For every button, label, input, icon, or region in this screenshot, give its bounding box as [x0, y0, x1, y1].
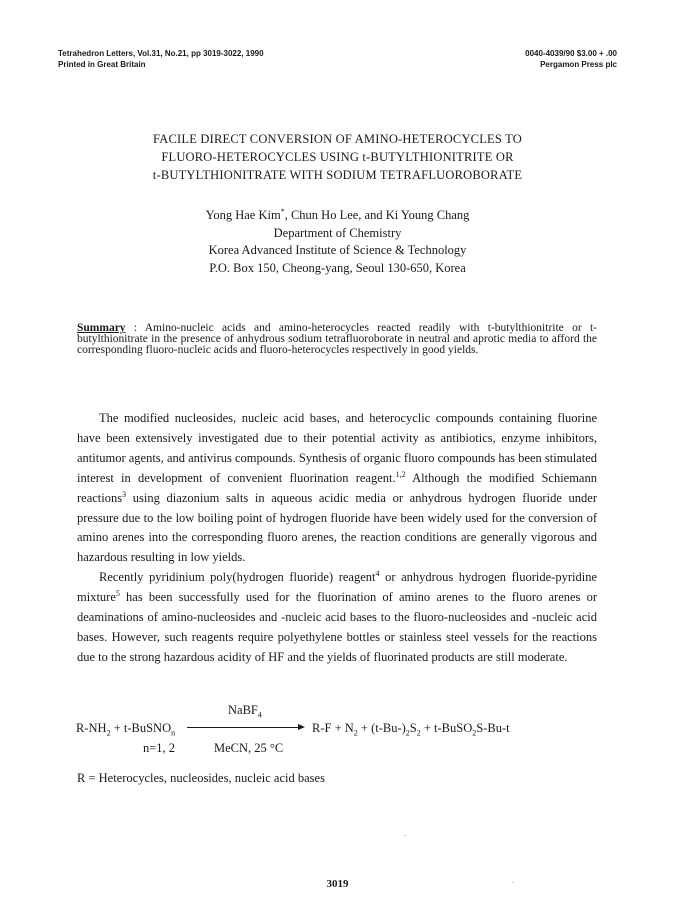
- sub: 2: [106, 728, 111, 738]
- reagent-text: NaBF: [228, 703, 258, 717]
- r-definition: R = Heterocycles, nucleosides, nucleic acid bases: [77, 771, 325, 785]
- journal-line: Tetrahedron Letters, Vol.31, No.21, pp 3019-3022, 1990: [58, 49, 264, 58]
- author-first: Yong Hae Kim: [205, 208, 281, 222]
- sub: 2: [472, 728, 477, 738]
- publisher-line: Pergamon Press plc: [540, 60, 617, 69]
- p2-text-c: has been successfully used for the fluorination of amino arenes to the fluoro arenes or deaminations of amino-nucleosides and -nucleic acid bases to the fluoro-nucleosides and -nucleic acid bases. However, such reagents require polyethylene bottles or stainless steel vessels for the reactions due to the strong hazardous acidity of HF and the yields of fluorinated products are still moderate.: [77, 589, 597, 664]
- title-line-2: FLUORO-HETEROCYCLES USING t-BUTYLTHIONITRITE OR: [161, 150, 514, 164]
- institute: Korea Advanced Institute of Science & Technology: [208, 243, 467, 257]
- sub: n: [171, 728, 176, 738]
- title-line-3: t-BUTYLTHIONITRATE WITH SODIUM TETRAFLUOROBORATE: [152, 168, 523, 182]
- p1-text-c: using diazonium salts in aqueous acidic media or anhydrous hydrogen fluoride under pressure due to the low boiling point of hydrogen fluoride have been widely used for the conversion of amino arenes into the corresponding fluoro arenes, the reaction conditions are generally vigorous and hazardous resulting in low yields.: [77, 490, 597, 565]
- author-block: [0, 207, 675, 277]
- body-paragraph-2: [77, 568, 597, 668]
- address: P.O. Box 150, Cheong-yang, Seoul 130-650, Korea: [209, 260, 466, 275]
- reagent-sub: 4: [257, 710, 262, 720]
- p1-text-b: Although the modified Schiemann reactions: [77, 470, 597, 505]
- author-rest: , Chun Ho Lee, and Ki Young Chang: [284, 208, 470, 222]
- product-text: S: [409, 721, 417, 735]
- summary-separator: :: [125, 322, 145, 334]
- equation-reactants: [76, 721, 176, 738]
- printed-line: Printed in Great Britain: [58, 60, 146, 69]
- reactant-amine: R-NH: [76, 721, 107, 735]
- sub: 2: [405, 728, 410, 738]
- reaction-conditions: MeCN, 25 °C: [214, 741, 284, 755]
- p2-text-a: Recently pyridinium poly(hydrogen fluoride) reagent: [99, 570, 376, 584]
- product-text: + (t-Bu-): [357, 721, 406, 735]
- p2-text-b: or anhydrous hydrogen fluoride-pyridine mixture: [77, 570, 597, 604]
- p1-text-a: The modified nucleosides, nucleic acid bases, and heterocyclic compounds containing fluorine have been extensively investigated due to their potential activity as antibiotics, enzyme inhibitors, antitumor agents, and antivirus compounds. Synthesis of organic fluoro compounds has been stimulated interest in development of convenient fluorination reagent.: [77, 411, 597, 485]
- product-text: + t-BuSO: [420, 721, 473, 735]
- reaction-arrow-shaft: [187, 727, 299, 728]
- citation-ref: 4: [375, 568, 380, 578]
- price-line: 0040-4039/90 $3.00 + .00: [525, 49, 617, 58]
- reagent-label: [228, 703, 262, 720]
- title-line-1: FACILE DIRECT CONVERSION OF AMINO-HETEROCYCLES TO: [153, 132, 522, 146]
- publisher-info: [525, 48, 617, 70]
- equation-products: [312, 721, 510, 738]
- journal-citation: [58, 48, 264, 70]
- summary-abstract: [77, 323, 597, 355]
- body-paragraph-1: [77, 409, 597, 568]
- department: Department of Chemistry: [273, 225, 402, 240]
- paper-title: [0, 130, 675, 184]
- product-text: R-F + N: [312, 721, 354, 735]
- reactant-thionitrite: + t-BuSNO: [110, 721, 172, 735]
- scan-speck: [404, 835, 406, 836]
- summary-text: Amino-nucleic acids and amino-heterocycles reacted readily with t-butylthionitrite or t-butylthionitrate in the presence of anhydrous sodium tetrafluoroborate in neutral and aprotic media to afford the corresponding fluoro-nucleic acids and fluoro-heterocycles respectively in good yields.: [77, 322, 597, 356]
- citation-ref: 1,2: [395, 469, 406, 479]
- sub: 2: [353, 728, 358, 738]
- author-names: [0, 207, 675, 225]
- reaction-arrow-head: [298, 724, 305, 730]
- n-values: n=1, 2: [143, 741, 176, 755]
- citation-ref: 3: [122, 489, 127, 499]
- product-text: S-Bu-t: [476, 721, 510, 735]
- sub: 2: [416, 728, 421, 738]
- corresponding-mark: *: [280, 206, 285, 216]
- citation-ref: 5: [115, 588, 120, 598]
- page-number: 3019: [326, 878, 349, 890]
- summary-label: Summary: [77, 322, 126, 334]
